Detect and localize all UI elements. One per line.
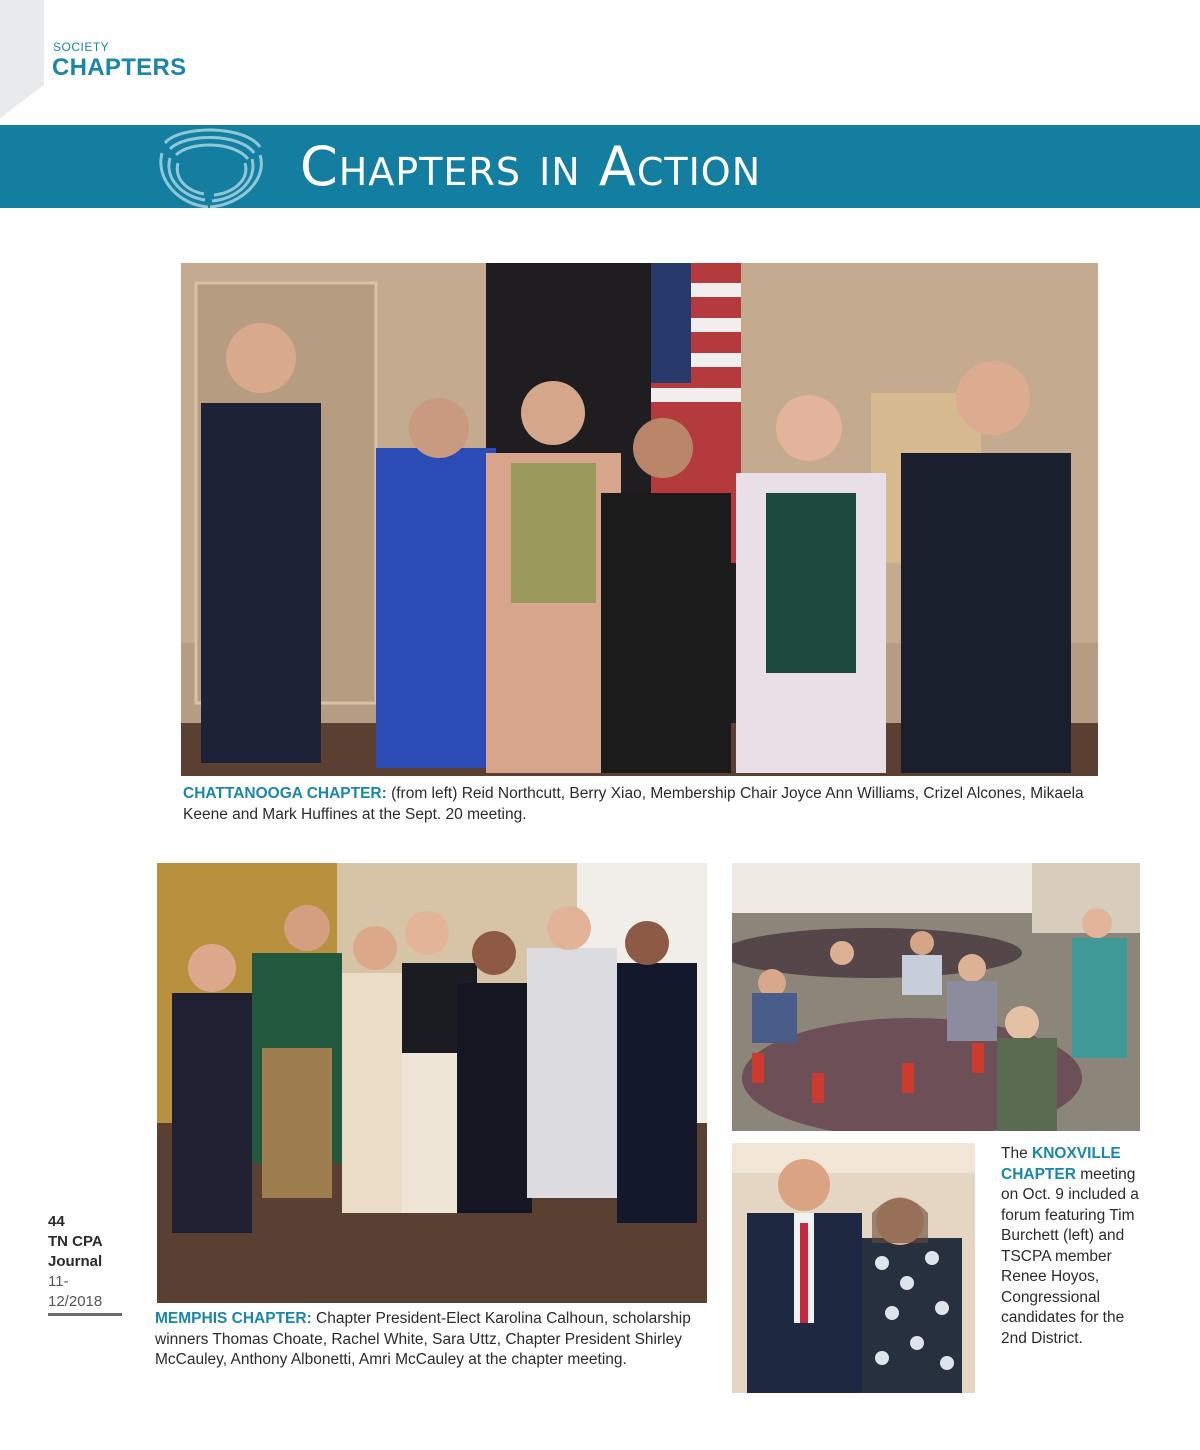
section-title: CHAPTERS: [52, 54, 187, 81]
publication-name-line2: Journal: [48, 1253, 103, 1270]
memphis-caption-lead: MEMPHIS CHAPTER:: [155, 1310, 312, 1327]
knoxville-caption-body: meeting on Oct. 9 included a forum featuring Tim Burchett (left) and TSCPA member Renee Hoyos, Congressional candidates for the 2nd District.: [1001, 1165, 1139, 1347]
chattanooga-caption-lead: CHATTANOOGA CHAPTER:: [183, 785, 387, 802]
knoxville-banquet-photo: [732, 863, 1140, 1131]
issue-date: 11-12/2018: [48, 1272, 122, 1316]
page-corner-tab: [0, 0, 44, 118]
knoxville-candidates-photo: [732, 1143, 975, 1393]
memphis-caption: [155, 1309, 705, 1371]
chattanooga-caption: [183, 784, 1103, 825]
knoxville-caption-pre: The: [1001, 1145, 1033, 1162]
chattanooga-caption-body: (from left) Reid Northcutt, Berry Xiao, Membership Chair Joyce Ann Williams, Crizel Alcones, Mikaela Keene and Mark Huffines at the Sept. 20 meeting.: [183, 785, 1084, 823]
publication-name-line1: TN CPA: [48, 1233, 103, 1250]
knoxville-caption: [1001, 1144, 1151, 1349]
swirl-logo-icon: [150, 125, 270, 208]
chattanooga-chapter-photo: [181, 263, 1098, 776]
knoxville-caption-lead: KNOXVILLE CHAPTER: [1001, 1145, 1121, 1183]
memphis-caption-body: Chapter President-Elect Karolina Calhoun, scholarship winners Thomas Choate, Rachel White, Sara Uttz, Chapter President Shirley McCauley, Anthony Albonetti, Amri McCauley at the chapter meeting.: [155, 1310, 691, 1368]
section-label: SOCIETY: [53, 40, 110, 54]
title-banner: [0, 125, 1200, 208]
page-folio: [48, 1212, 122, 1316]
page-number: 44: [48, 1213, 65, 1230]
memphis-chapter-photo: [157, 863, 707, 1303]
banner-title: Chapters in Action: [300, 135, 762, 198]
